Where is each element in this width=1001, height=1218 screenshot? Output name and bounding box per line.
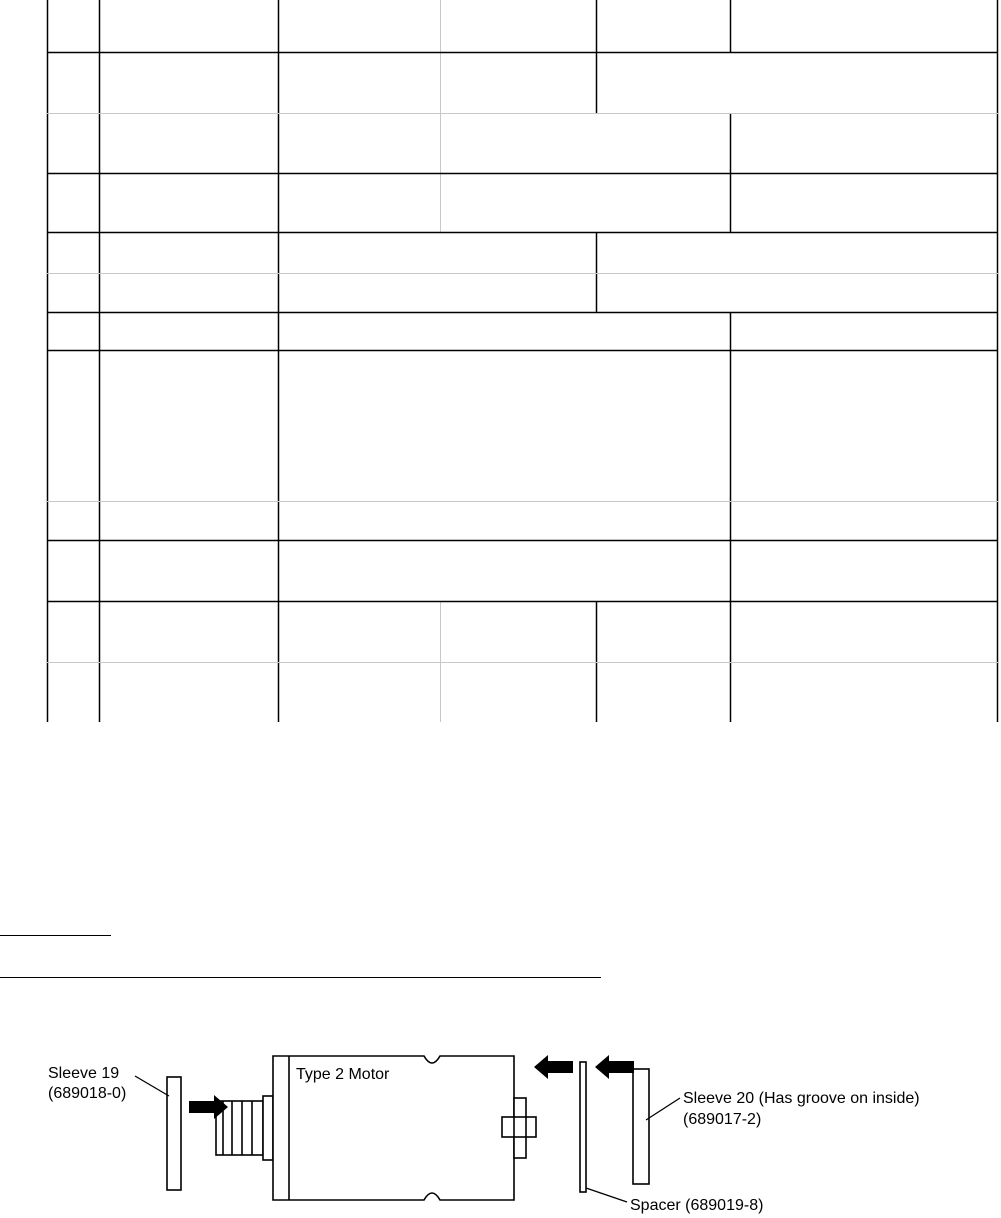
heading-underline-long (0, 977, 601, 978)
sleeve19-part (167, 1077, 181, 1190)
sleeve19-part-number: (689018-0) (48, 1085, 127, 1102)
arrow-left-icon (595, 1055, 634, 1079)
spacer-part (580, 1062, 586, 1192)
spacer-label: Spacer (689019-8) (630, 1197, 764, 1214)
arrow-left-icon (534, 1055, 573, 1079)
sleeve20-part (633, 1069, 649, 1184)
motor-assembly-diagram (0, 1040, 1001, 1215)
heading-underline-short (0, 935, 111, 936)
sleeve20-name: Sleeve 20 (Has groove on inside) (683, 1090, 920, 1107)
sleeve20-part-number: (689017-2) (683, 1111, 762, 1128)
motor-label: Type 2 Motor (296, 1066, 390, 1083)
sleeve19-name: Sleeve 19 (48, 1065, 120, 1082)
